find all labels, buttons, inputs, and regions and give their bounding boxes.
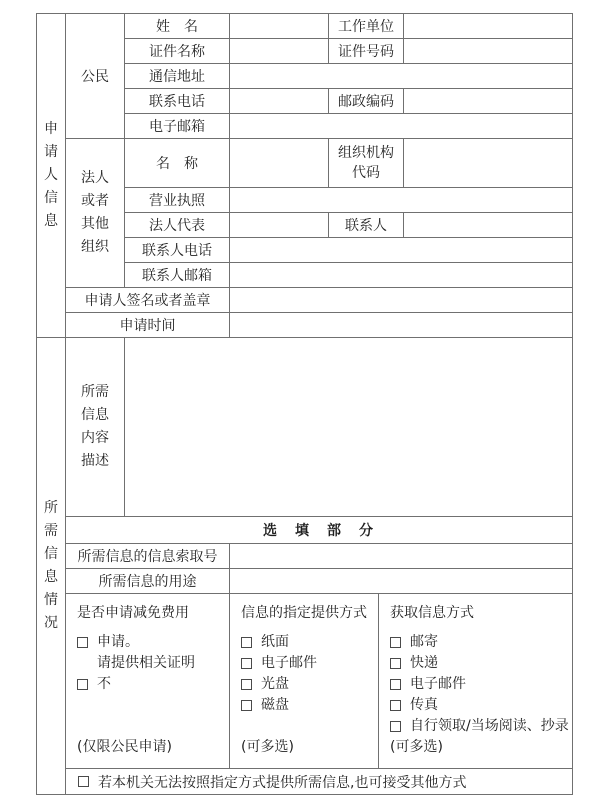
fee-no-checkbox[interactable]: [77, 679, 88, 690]
fee-proof-note: 请提供相关证明: [97, 655, 195, 671]
phone-value-cell[interactable]: [230, 89, 329, 114]
optional-section-header: 选 填 部 分: [66, 517, 573, 544]
obtain-self-option[interactable]: 自行领取/当场阅读、抄录: [390, 716, 568, 737]
cert-no-value-cell[interactable]: [404, 39, 573, 64]
cert-name-label: 证件名称: [125, 39, 230, 64]
fee-apply-checkbox[interactable]: [77, 637, 88, 648]
obtain-express-checkbox[interactable]: [390, 658, 401, 669]
delivery-email-option[interactable]: 电子邮件: [241, 653, 374, 674]
obtain-method-header: 获取信息方式: [390, 605, 474, 621]
email-label: 电子邮箱: [125, 114, 230, 139]
obtain-mail-option[interactable]: 邮寄: [390, 632, 568, 653]
phone-label: 联系电话: [125, 89, 230, 114]
content-desc-label: [66, 338, 125, 517]
fee-waiver-header: 是否申请减免费用: [77, 605, 189, 621]
delivery-multi-note: (可多选): [241, 739, 294, 755]
org-code-value-cell[interactable]: [404, 139, 573, 188]
obtain-fax-option[interactable]: 传真: [390, 695, 568, 716]
content-desc-text: 所需信息内容描述: [81, 384, 109, 469]
usage-label: 所需信息的用途: [66, 569, 230, 594]
fee-apply-label: 申请。: [97, 634, 139, 650]
apply-time-label: 申请时间: [66, 313, 230, 338]
fee-no-option[interactable]: [77, 674, 225, 695]
contact-value-cell[interactable]: [404, 213, 573, 238]
delivery-paper-option[interactable]: 纸面: [241, 632, 374, 653]
content-desc-value-cell[interactable]: [125, 338, 573, 517]
obtain-mail-checkbox[interactable]: [390, 637, 401, 648]
org-code-label: [329, 139, 404, 188]
org-group-text: 法人或者其他组织: [81, 170, 109, 255]
applicant-info-side-text: 申请人信息: [44, 121, 58, 229]
contact-label: 联系人: [329, 213, 404, 238]
name-value-cell[interactable]: [230, 14, 329, 39]
apply-time-value-cell[interactable]: [230, 313, 573, 338]
applicant-info-side-label: [37, 14, 66, 338]
index-no-label: 所需信息的信息索取号: [66, 544, 230, 569]
org-code-text: 组织机构代码: [338, 145, 394, 181]
delivery-cd-option[interactable]: 光盘: [241, 674, 374, 695]
legal-rep-value-cell[interactable]: [230, 213, 329, 238]
cert-name-value-cell[interactable]: [230, 39, 329, 64]
index-no-value-cell[interactable]: [230, 544, 573, 569]
delivery-cd-checkbox[interactable]: [241, 679, 252, 690]
org-group-label: [66, 139, 125, 288]
cert-no-label: 证件号码: [329, 39, 404, 64]
contact-phone-label: 联系人电话: [125, 238, 230, 263]
fee-citizen-only-note: (仅限公民申请): [77, 739, 172, 755]
citizen-group-text: 公民: [81, 69, 109, 85]
alternative-method-note: 若本机关无法按照指定方式提供所需信息,也可接受其他方式: [98, 774, 467, 791]
delivery-disk-checkbox[interactable]: [241, 700, 252, 711]
address-value-cell[interactable]: [230, 64, 573, 89]
name-label: 姓 名: [125, 14, 230, 39]
legal-rep-label: 法人代表: [125, 213, 230, 238]
obtain-email-checkbox[interactable]: [390, 679, 401, 690]
contact-email-value-cell[interactable]: [230, 263, 573, 288]
obtain-email-option[interactable]: 电子邮件: [390, 674, 568, 695]
delivery-method-header: 信息的指定提供方式: [241, 605, 367, 621]
usage-value-cell[interactable]: [230, 569, 573, 594]
delivery-disk-option[interactable]: 磁盘: [241, 695, 374, 716]
license-label: 营业执照: [125, 188, 230, 213]
fee-waiver-cell: [66, 594, 230, 769]
contact-phone-value-cell[interactable]: [230, 238, 573, 263]
required-info-side-text: 所需信息情况: [44, 500, 58, 631]
postcode-value-cell[interactable]: [404, 89, 573, 114]
signature-label: 申请人签名或者盖章: [66, 288, 230, 313]
work-unit-value-cell[interactable]: [404, 14, 573, 39]
obtain-method-cell: [379, 594, 573, 769]
alternative-method-checkbox[interactable]: [78, 776, 89, 787]
address-label: 通信地址: [125, 64, 230, 89]
postcode-label: 邮政编码: [329, 89, 404, 114]
citizen-group-label: [66, 14, 125, 139]
delivery-paper-checkbox[interactable]: [241, 637, 252, 648]
org-name-label: 名 称: [125, 139, 230, 188]
email-value-cell[interactable]: [230, 114, 573, 139]
delivery-method-cell: [230, 594, 379, 769]
contact-email-label: 联系人邮箱: [125, 263, 230, 288]
required-info-side-label: [37, 338, 66, 795]
work-unit-label: 工作单位: [329, 14, 404, 39]
org-name-value-cell[interactable]: [230, 139, 329, 188]
application-form-table: [36, 13, 573, 795]
obtain-self-checkbox[interactable]: [390, 721, 401, 732]
obtain-express-option[interactable]: 快递: [390, 653, 568, 674]
fee-apply-option[interactable]: [77, 632, 225, 653]
license-value-cell[interactable]: [230, 188, 573, 213]
obtain-multi-note: (可多选): [390, 739, 443, 755]
fee-no-label: 不: [97, 676, 111, 692]
delivery-email-checkbox[interactable]: [241, 658, 252, 669]
alternative-method-row: [66, 769, 573, 795]
signature-value-cell[interactable]: [230, 288, 573, 313]
obtain-fax-checkbox[interactable]: [390, 700, 401, 711]
